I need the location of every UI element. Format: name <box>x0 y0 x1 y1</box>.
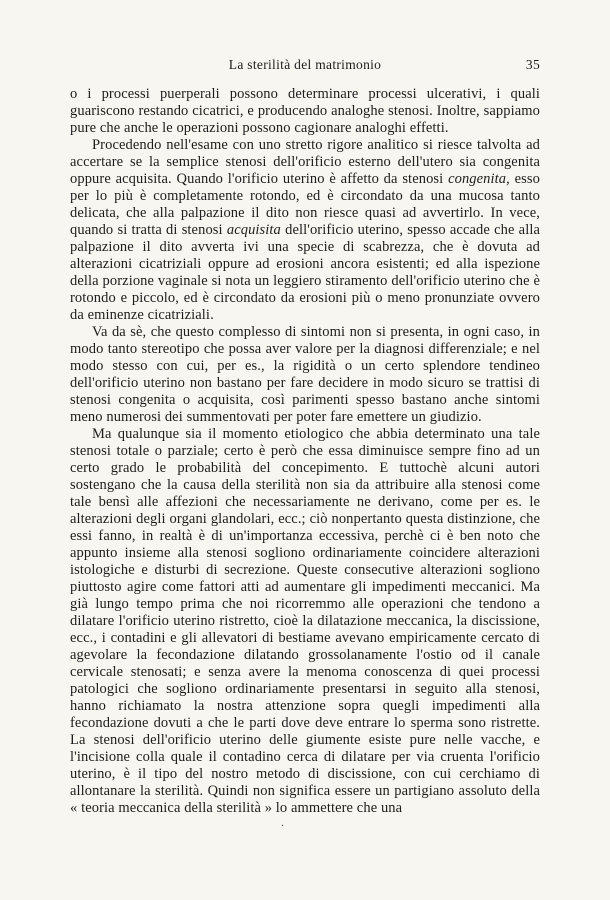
paragraph-3: Va da sè, che questo complesso di sintomi non si presenta, in ogni caso, in modo tanto stereotipo che possa aver valore per la diagnosi differenziale; e nel modo stesso con cui, per es., la rigidità o un certo splendore tendineo dell'orificio uterino non bastano per fare decidere in modo sicuro se trattisi di stenosi congenita o acquisita, così parimenti spesso bastano anche sintomi meno numerosi dei summentovati per poter fare emettere un giudizio. <box>70 324 540 425</box>
running-title: La sterilità del matrimonio <box>228 57 382 72</box>
italic-term-congenita: congenita <box>448 171 507 187</box>
footer-mark: . <box>281 815 284 829</box>
paragraph-1: o i processi puerperali possono determinare processi ulcerativi, i quali guariscono restando cicatrici, e producendo analoghe stenosi. Inoltre, sappiamo pure che anche le operazioni possono cagionare analoghi effetti. <box>70 86 540 136</box>
page-number: 35 <box>525 57 540 72</box>
paragraph-2-text-c: , esso per lo più è completamente rotondo, ed è circondato da una mucosa tanto delicata, che alla palpazione il dito non riesce quasi ad avvertirlo. In vece, quando si tratta di stenosi <box>70 171 541 238</box>
paragraph-4: Ma qualunque sia il momento etiologico che abbia determinato una tale stenosi totale o parziale; certo è però che essa diminuisce sempre fino ad un certo grado le probabilità del concepimento. E tuttochè alcuni autori sostengano che la causa della sterilità non sia da attribuire alla stenosi come tale bensì alle affezioni che necessariamente ne derivano, come per es. le alterazioni degli organi glandolari, ecc.; ciò nonpertanto questa distinzione, che essi fanno, in realtà è di un'importanza eccessiva, perchè ci è ben noto che appunto insieme alla stenosi sogliono ordinariamente coincidere alterazioni istologiche e disturbi di secrezione. Queste consecutive alterazioni sogliono piuttosto agire come fattori atti ad aumentare gli impedimenti meccanici. Ma già lungo tempo prima che noi ricorremmo alle operazioni che tendono a dilatare l'orificio uterino ristretto, cioè la dilatazione meccanica, la discissione, ecc., i contadini e gli allevatori di bestiame avevano empiricamente cercato di agevolare la fecondazione dilatando grossolanamente l'ostio od il canale cervicale stenosati; e senza avere la menoma conoscenza di quei processi patologici che sogliono ordinariamente presentarsi in seguito alla stenosi, hanno richiamato la nostra attenzione sopra quegli impedimenti alla fecondazione dovuti a che le parti dove deve entrare lo sperma sono ristrette. La stenosi dell'orificio uterino delle giumente esiste pure nelle vacche, e l'incisione colla quale il contadino cerca di dilatare per via cruenta l'orificio uterino, è il tipo del nostro metodo di discissione, con cui cerchiamo di allontanare la sterilità. Quindi non significa essere un partigiano assoluto della « teoria meccanica della sterilità » lo ammettere che una <box>70 426 540 816</box>
running-header <box>70 57 540 79</box>
paragraph-2-text-e: dell'orificio uterino, spesso accade che alla palpazione il dito avverta ivi una specie di scabrezza, che è dovuta ad alterazioni cicatriziali oppure ad erosioni ancora esistenti; ed alla ispezione della porzione vaginale si nota un leggiero stiramento dell'orificio uterino che è rotondo e piccolo, ed è circondato da erosioni più o meno pronunziate ovvero da eminenze cicatriziali. <box>70 222 540 323</box>
italic-term-acquisita: acquisita <box>226 222 281 238</box>
paragraph-2 <box>70 137 540 324</box>
paragraph-2-text-a: Procedendo nell'esame con uno stretto rigore analitico si riesce talvolta ad accertare se la semplice stenosi dell'orificio esterno dell'utero sia congenita oppure acquisita. Quando l'orificio uterino è affetto da stenosi <box>70 137 540 187</box>
body-text <box>70 86 540 817</box>
